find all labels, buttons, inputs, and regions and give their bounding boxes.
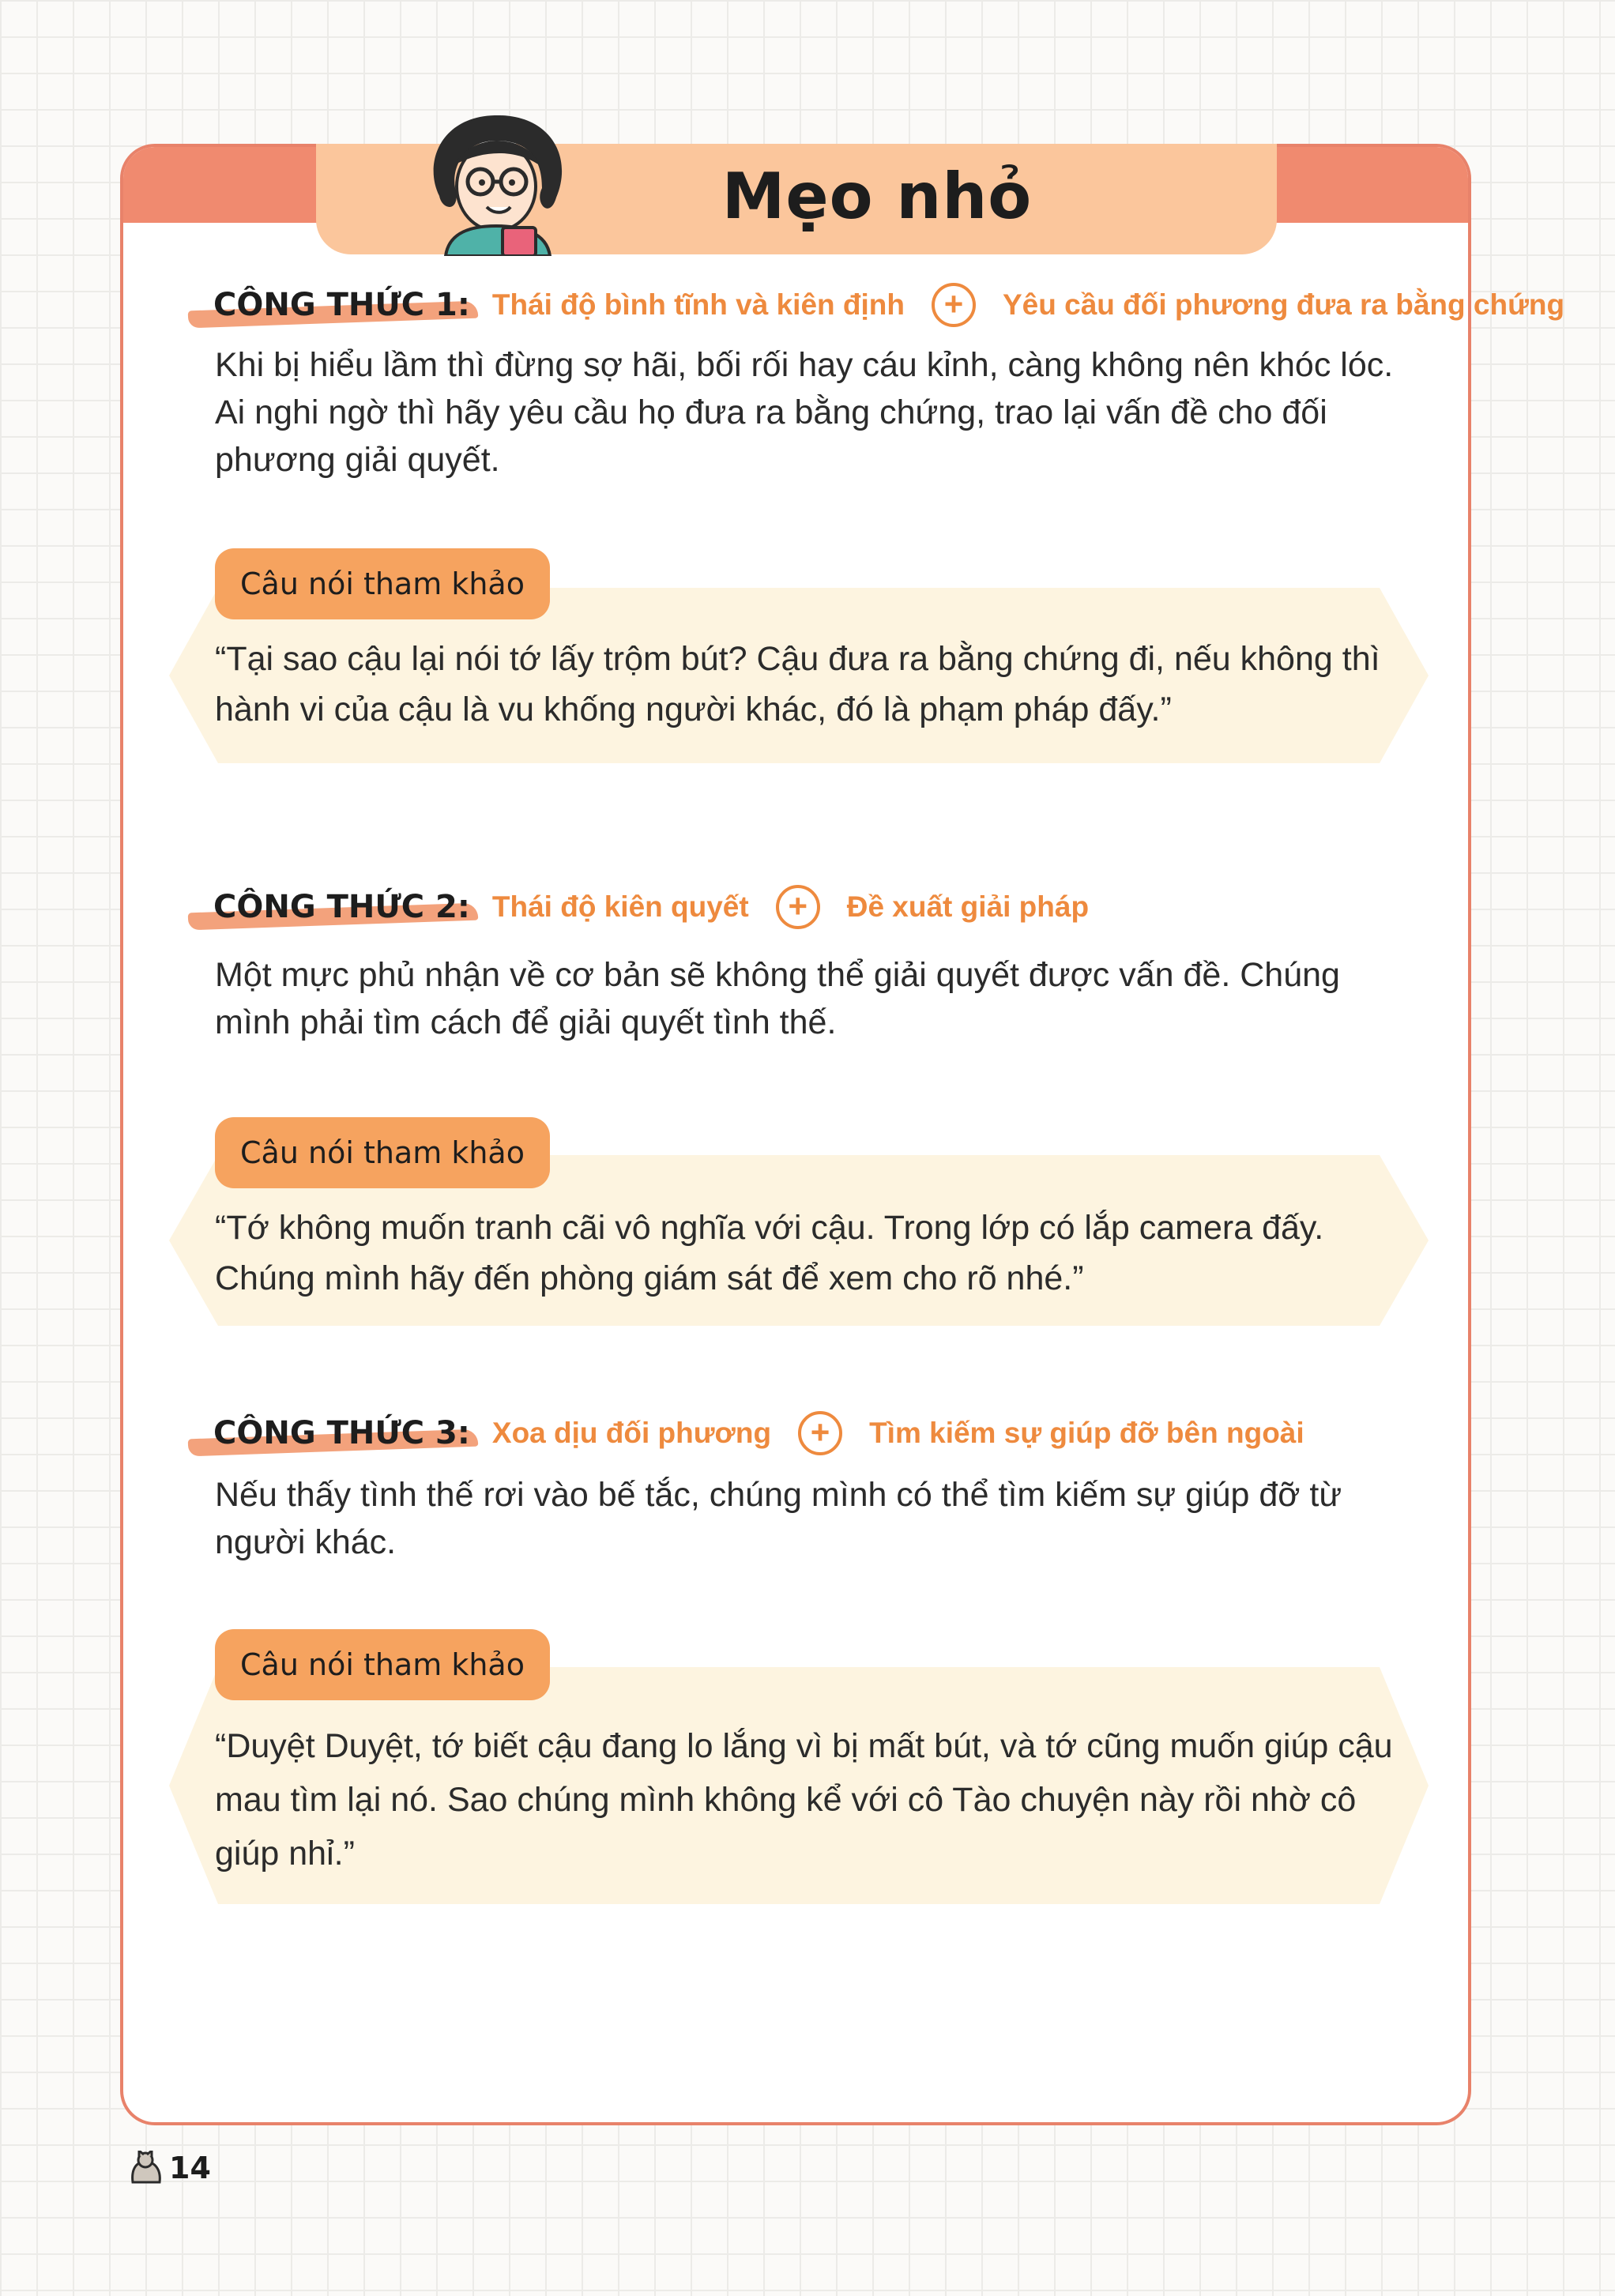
formula-label: CÔNG THỨC 1: bbox=[213, 287, 470, 323]
page-title: Mẹo nhỏ bbox=[721, 160, 1033, 233]
cat-icon bbox=[128, 2151, 164, 2185]
formula-part-1: Thái độ bình tĩnh và kiên định bbox=[491, 288, 905, 321]
page-footer bbox=[128, 2151, 211, 2185]
quote-text-2: “Tớ không muốn tranh cãi vô nghĩa với cậu. Trong lớp có lắp camera đấy. Chúng mình hãy đến phòng giám sát để xem cho rõ nhé.” bbox=[215, 1209, 1324, 1297]
formula-part-2: Tìm kiếm sự giúp đỡ bên ngoài bbox=[869, 1417, 1304, 1449]
formula-part-1: Thái độ kiên quyết bbox=[491, 890, 749, 923]
girl-mascot-icon bbox=[424, 109, 569, 256]
formula-3-body: Nếu thấy tình thế rơi vào bế tắc, chúng mình có thể tìm kiếm sự giúp đỡ từ người khác. bbox=[215, 1476, 1342, 1561]
quote-text-1: “Tại sao cậu lại nói tớ lấy trộm bút? Cậu đưa ra bằng chứng đi, nếu không thì hành vi của cậu là vu khống người khác, đó là phạm pháp đấy.” bbox=[215, 640, 1380, 728]
formula-1-header bbox=[213, 280, 1564, 330]
quote-text-3: “Duyệt Duyệt, tớ biết cậu đang lo lắng vì bị mất bút, và tớ cũng muốn giúp cậu mau tìm lại nó. Sao chúng mình không kể với cô Tào chuyện này rồi nhờ cô giúp nhỉ.” bbox=[215, 1727, 1393, 1873]
plus-icon: + bbox=[798, 1411, 842, 1455]
formula-part-2: Đề xuất giải pháp bbox=[846, 890, 1090, 923]
formula-part-2: Yêu cầu đối phương đưa ra bằng chứng bbox=[1003, 288, 1565, 321]
plus-icon: + bbox=[776, 885, 820, 929]
formula-1-body: Khi bị hiểu lầm thì đừng sợ hãi, bối rối hay cáu kỉnh, càng không nên khóc lóc. Ai nghi ngờ thì hãy yêu cầu họ đưa ra bằng chứng, trao lại vấn đề cho đối phương giải quyết. bbox=[215, 346, 1394, 479]
formula-label: CÔNG THỨC 2: bbox=[213, 889, 470, 925]
reference-label-3: Câu nói tham khảo bbox=[215, 1629, 550, 1700]
formula-3-header bbox=[213, 1408, 1304, 1459]
formula-label: CÔNG THỨC 3: bbox=[213, 1415, 470, 1451]
plus-icon: + bbox=[932, 283, 976, 327]
formula-part-1: Xoa dịu đối phương bbox=[491, 1417, 772, 1449]
reference-label-1: Câu nói tham khảo bbox=[215, 548, 550, 619]
page-number: 14 bbox=[169, 2151, 211, 2185]
formula-2-body: Một mực phủ nhận về cơ bản sẽ không thể giải quyết được vấn đề. Chúng mình phải tìm cách để giải quyết tình thế. bbox=[215, 956, 1340, 1041]
reference-label-2: Câu nói tham khảo bbox=[215, 1117, 550, 1188]
formula-2-header bbox=[213, 882, 1089, 932]
